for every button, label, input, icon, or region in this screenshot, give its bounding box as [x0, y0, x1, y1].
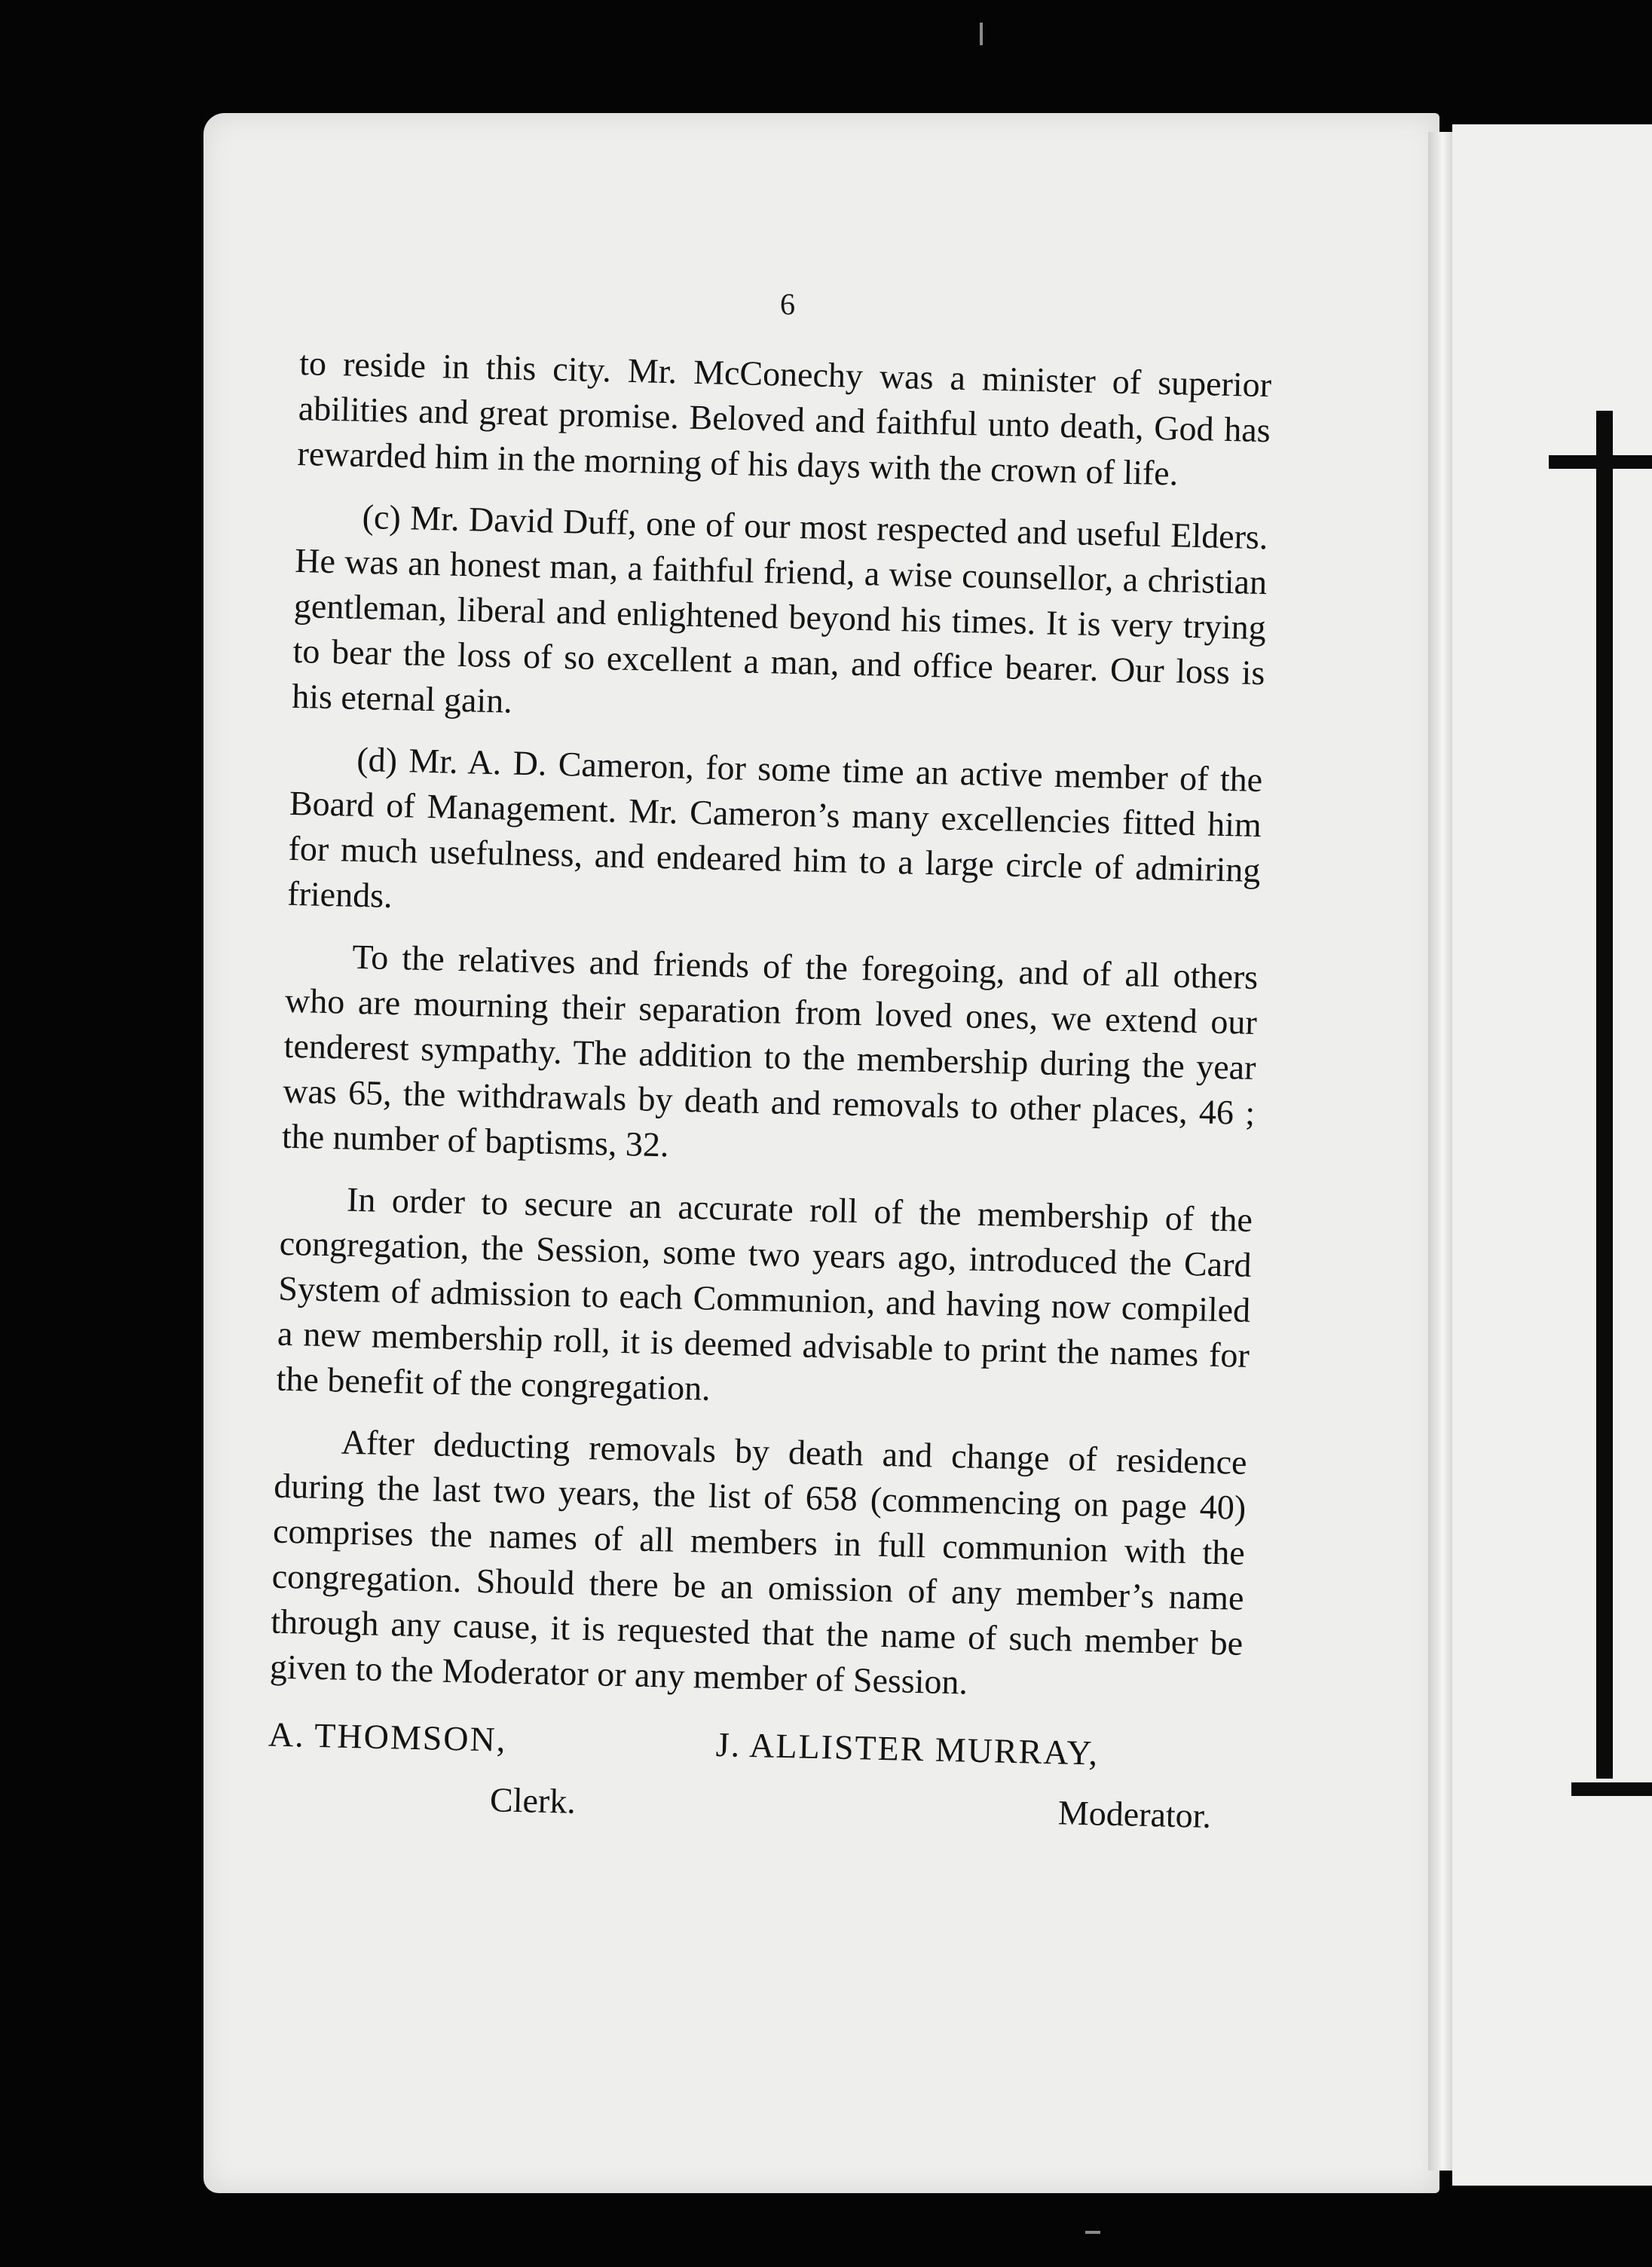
page-number: 6	[780, 287, 795, 321]
paragraph-david-duff: (c) Mr. David Duff, one of our most respected and useful Elders. He was an honest man, a faithful friend, a wise counsellor, a christian gentleman, liberal and enlightened beyond his times. It is very trying to bear the loss of so excellent a man, and office bearer. Our loss is his eternal gain.	[291, 497, 1268, 720]
paragraph-cameron: (d) Mr. A. D. Cameron, for some time an active member of the Board of Management. Mr. Cameron’s many excellencies fitted him for much usefulness, and endeared him to a large circle of admiring friends.	[286, 739, 1263, 915]
paragraph-card-system: In order to secure an accurate roll of the membership of the congregation, the Session, some two years ago, introduced the Card System of admission to each Communion, and having now compiled a new membership roll, it is deemed advisable to print the names for the benefit of the congregation.	[276, 1179, 1253, 1408]
right-page-rule-horizontal-bottom	[1571, 1782, 1652, 1796]
signature-block	[266, 1712, 1241, 1855]
moderator-name: J. ALLISTER MURRAY,	[715, 1725, 1100, 1773]
paragraph-sympathy: To the relatives and friends of the foregoing, and of all others who are mourning their separation from loved ones, we extend our tenderest sympathy. The addition to the membership during the year was 65, the withdrawals by death and removals to other places, 46 ; the number of baptisms, 32.	[281, 937, 1259, 1164]
paragraph-mcconechy: to reside in this city. Mr. McConechy was a minister of superior abilities and great promise. Beloved and faithful unto death, God has rewarded him in the morning of his days with the crown of life.	[297, 343, 1272, 493]
moderator-title: Moderator.	[1057, 1793, 1212, 1835]
scan-speck-top	[980, 23, 983, 45]
right-page-rule-vertical	[1596, 411, 1613, 1779]
book-gutter	[1428, 132, 1452, 2171]
page-body	[266, 341, 1272, 1855]
right-page-edge	[1452, 124, 1652, 2186]
paragraph-membership-list: After deducting removals by death and change of residence during the last two years, the list of 658 (commencing on page 40) comprises the names of all members in full communion with the congregation. Should there be an omission of any member’s name through any cause, it is requested that the name of such member be given to the Moderator or any member of Session.	[269, 1422, 1248, 1702]
clerk-name: A. THOMSON,	[268, 1715, 507, 1759]
scan-speck-bottom	[1085, 2231, 1100, 2234]
clerk-title: Clerk.	[489, 1780, 577, 1821]
